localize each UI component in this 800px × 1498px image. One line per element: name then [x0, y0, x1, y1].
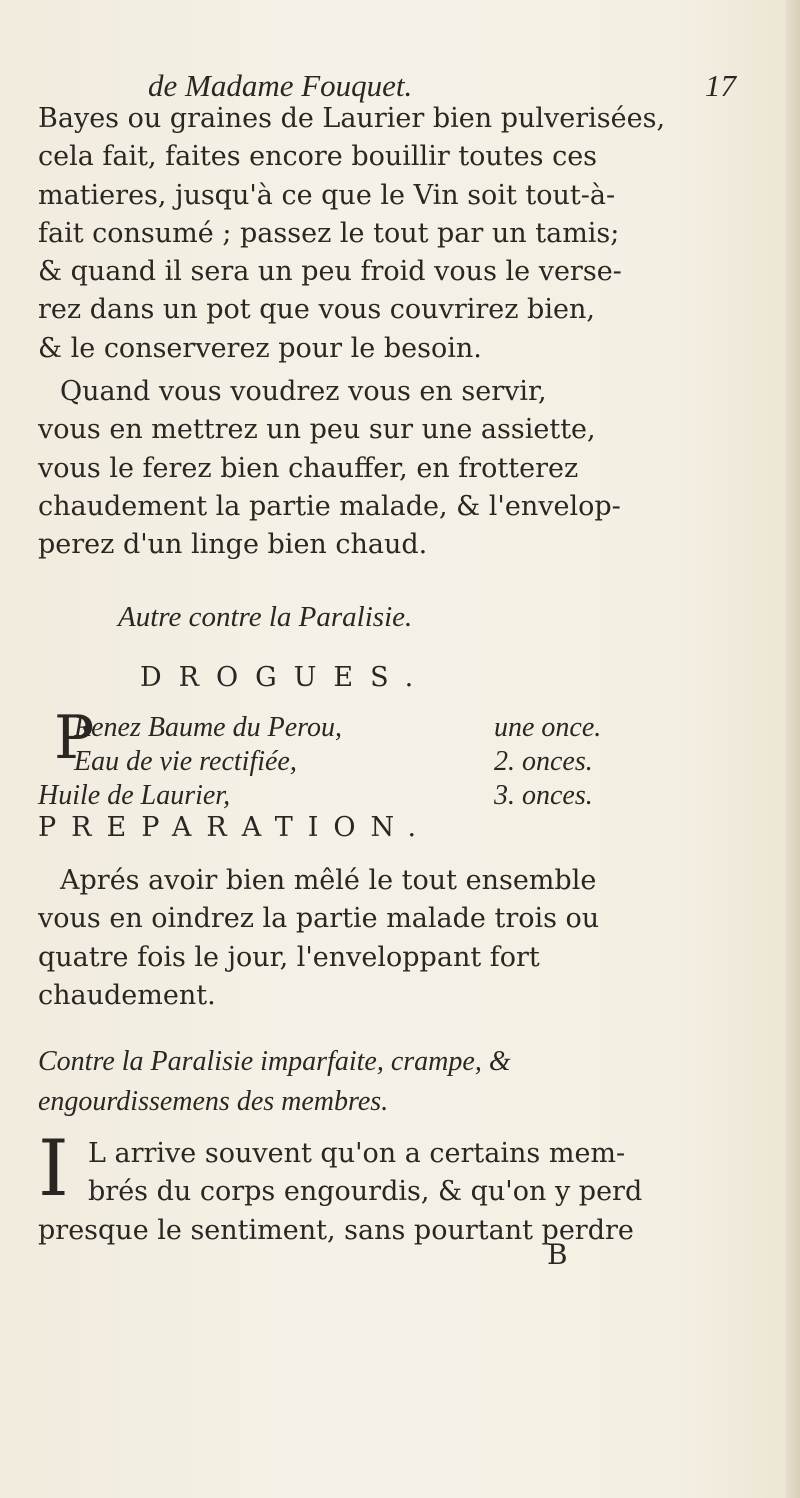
- text-line: brés du corps engourdis, & qu'on y perd: [88, 1176, 643, 1208]
- section-heading-autre: Autre contre la Paralisie.: [118, 601, 413, 633]
- text-line: chaudement la partie malade, & l'envelop-: [38, 490, 621, 522]
- text-line: cela fait, faites encore bouillir toutes ces: [38, 141, 598, 173]
- text-line: L arrive souvent qu'on a certains mem-: [88, 1138, 626, 1169]
- paragraph-1: [38, 100, 773, 368]
- text-line: rez dans un pot que vous couvrirez bien,: [38, 294, 595, 326]
- text-line: quatre fois le jour, l'enveloppant fort: [38, 941, 540, 973]
- text-line: fait consumé ; passez le tout par un tamis;: [38, 217, 620, 249]
- running-title: de Madame Fouquet.: [148, 68, 413, 103]
- text-line: & le conserverez pour le besoin.: [38, 332, 482, 364]
- page-number: 17: [705, 68, 736, 103]
- text-line: & quand il sera un peu froid vous le verse-: [38, 256, 622, 288]
- page-edge: [786, 0, 800, 1498]
- text-line: perez d'un linge bien chaud.: [38, 529, 428, 561]
- text-line: presque le sentiment, sans pourtant perdre: [38, 1214, 634, 1246]
- text-line: Bayes ou graines de Laurier bien pulverisées,: [38, 103, 666, 134]
- recipe-quantity: 3. onces.: [494, 780, 593, 811]
- text-line: matieres, jusqu'à ce que le Vin soit tout-à-: [38, 179, 616, 211]
- dropcap: P: [54, 703, 95, 773]
- recipe-item: Eau de vie rectifiée,: [74, 746, 297, 777]
- paragraph-3: [38, 862, 773, 1015]
- recipe-quantity: une once.: [494, 712, 602, 743]
- section-heading-contre: [38, 1042, 768, 1122]
- heading-line: Contre la Paralisie imparfaite, crampe, &: [38, 1046, 511, 1077]
- recipe-item: Huile de Laurier,: [38, 780, 231, 811]
- section-heading-drogues: DROGUES.: [140, 662, 431, 693]
- dropcap: I: [38, 1124, 69, 1214]
- section-heading-preparation: PREPARATION.: [38, 812, 432, 843]
- text-line: Quand vous voudrez vous en servir,: [60, 376, 547, 407]
- paragraph-4: [38, 1135, 773, 1250]
- text-line: Aprés avoir bien mêlé le tout ensemble: [60, 865, 597, 896]
- recipe-quantity: 2. onces.: [494, 746, 593, 777]
- text-line: chaudement.: [38, 979, 216, 1011]
- text-line: vous en oindrez la partie malade trois ou: [38, 903, 600, 935]
- paragraph-2: [38, 373, 773, 564]
- heading-line: engourdissemens des membres.: [38, 1086, 389, 1117]
- text-line: vous en mettrez un peu sur une assiette,: [38, 414, 596, 446]
- text-line: vous le ferez bien chauffer, en frotterez: [38, 452, 579, 484]
- recipe-item: Renez Baume du Perou,: [74, 712, 342, 743]
- signature-mark: B: [547, 1238, 568, 1271]
